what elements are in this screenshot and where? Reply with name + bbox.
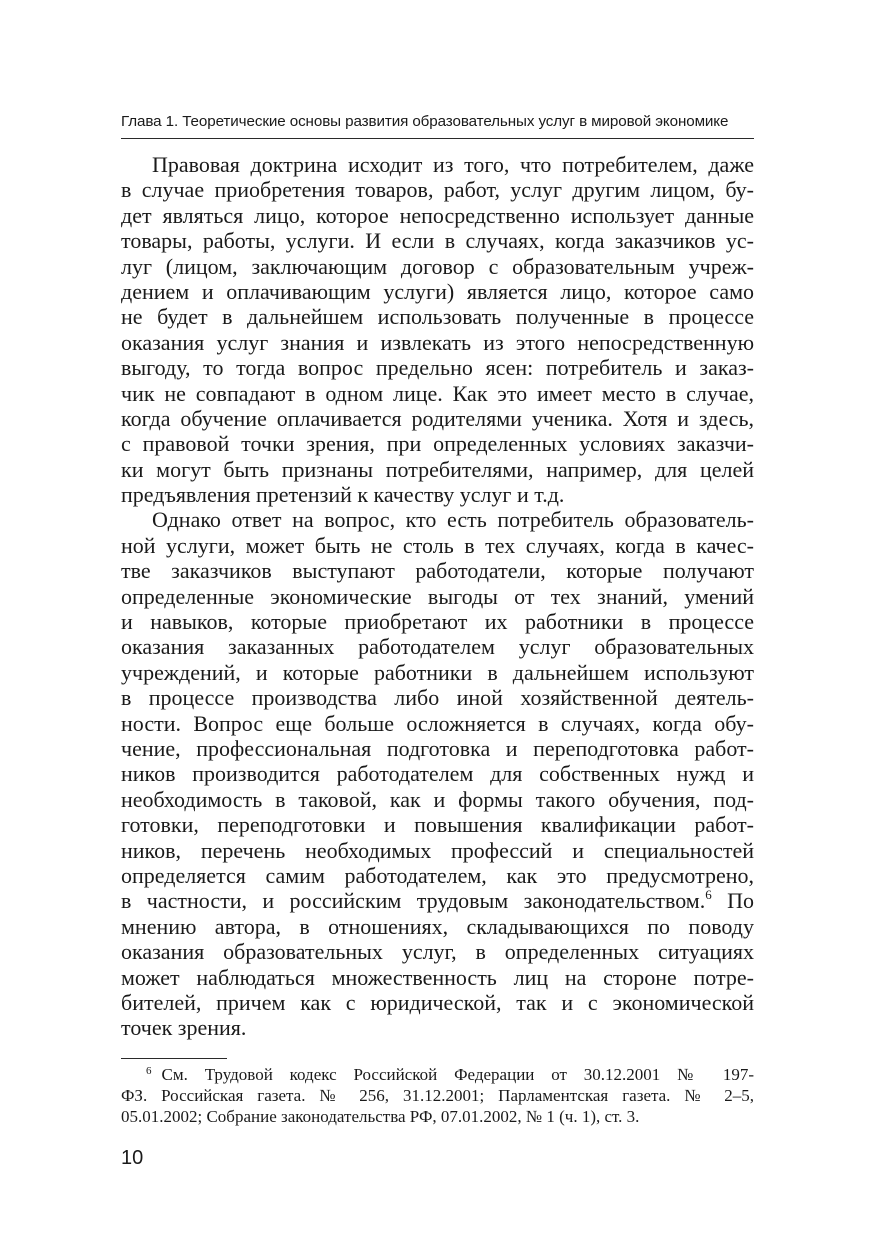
text-line: необходимость в таковой, как и формы такого обучения, под- <box>121 786 754 812</box>
text-line: ной услуги, может быть не столь в тех случаях, когда в качес- <box>121 532 754 558</box>
text-line: ников производится работодателем для собственных нужд и <box>121 761 754 787</box>
running-header: Глава 1. Теоретические основы развития образовательных услуг в мировой экономике <box>121 113 729 130</box>
text-line: луг (лицом, заключающим договор с образовательным учреж- <box>121 253 754 279</box>
text-line: ников, перечень необходимых профессий и специальностей <box>121 837 754 863</box>
text-line: и навыков, которые приобретают их работники в процессе <box>121 609 754 635</box>
text-line: готовки, переподготовки и повышения квалификации работ- <box>121 812 754 838</box>
footnote <box>121 1064 754 1127</box>
text-line: точек зрения. <box>121 1015 247 1041</box>
text-line: товары, работы, услуги. И если в случаях, когда заказчиков ус- <box>121 228 754 254</box>
header-rule <box>121 138 754 139</box>
text-line: чик не совпадают в одном лице. Как это имеет место в случае, <box>121 380 754 406</box>
text-line: предъявления претензий к качеству услуг и т.д. <box>121 482 565 508</box>
text-line: с правовой точки зрения, при определенных условиях заказчи- <box>121 431 754 457</box>
text-line: дет являться лицо, которое непосредственно использует данные <box>121 202 754 228</box>
text-line: ки могут быть признаны потребителями, например, для целей <box>121 456 754 482</box>
text-line: не будет в дальнейшем использовать полученные в процессе <box>121 304 754 330</box>
footnote-mark: 6 <box>146 1065 152 1077</box>
text-line: чение, профессиональная подготовка и переподготовка работ- <box>121 735 754 761</box>
text-line-with-footnote-ref <box>121 888 754 913</box>
footnote-line <box>121 1064 754 1085</box>
text-line: ности. Вопрос еще больше осложняется в случаях, когда обу- <box>121 710 754 736</box>
text-line: может наблюдаться множественность лиц на стороне потре- <box>121 964 754 990</box>
text-line: когда обучение оплачивается родителями ученика. Хотя и здесь, <box>121 405 754 431</box>
text-line: Правовая доктрина исходит из того, что потребителем, даже <box>152 152 754 177</box>
text-line: определенные экономические выгоды от тех знаний, умений <box>121 583 754 609</box>
text-line: оказания услуг знания и извлекать из этого непосредственную <box>121 329 754 355</box>
footnote-rule <box>121 1058 227 1059</box>
text-line: в случае приобретения товаров, работ, услуг другим лицом, бу- <box>121 177 754 203</box>
text-fragment: По <box>711 888 754 914</box>
text-line: дением и оплачивающим услуги) является лицо, которое само <box>121 278 754 304</box>
text-line: в процессе производства либо иной хозяйственной деятель- <box>121 685 754 711</box>
body-text <box>121 152 754 1041</box>
text-line: мнению автора, в отношениях, складывающихся по поводу <box>121 913 754 939</box>
text-line: тве заказчиков выступают работодатели, которые получают <box>121 558 754 584</box>
text-line: оказания заказанных работодателем услуг образовательных <box>121 634 754 660</box>
footnote-line: ФЗ. Российская газета. № 256, 31.12.2001; Парламентская газета. № 2–5, <box>121 1086 754 1105</box>
text-fragment: в частности, и российским трудовым законодательством. <box>121 888 706 914</box>
page-number: 10 <box>121 1147 144 1169</box>
footnote-text: См. Трудовой кодекс Российской Федерации от 30.12.2001 № 197- <box>161 1065 754 1084</box>
text-line: учреждений, и которые работники в дальнейшем используют <box>121 659 754 685</box>
footnote-ref[interactable]: 6 <box>705 887 712 903</box>
text-line: выгоду, то тогда вопрос предельно ясен: потребитель и заказ- <box>121 355 754 381</box>
text-line: оказания образовательных услуг, в определенных ситуациях <box>121 939 754 965</box>
text-line: Однако ответ на вопрос, кто есть потребитель образователь- <box>152 507 754 533</box>
footnote-line: 05.01.2002; Собрание законодательства РФ, 07.01.2002, № 1 (ч. 1), ст. 3. <box>121 1107 640 1126</box>
text-line: определяется самим работодателем, как это предусмотрено, <box>121 862 754 888</box>
text-line: бителей, причем как с юридической, так и с экономической <box>121 989 754 1015</box>
